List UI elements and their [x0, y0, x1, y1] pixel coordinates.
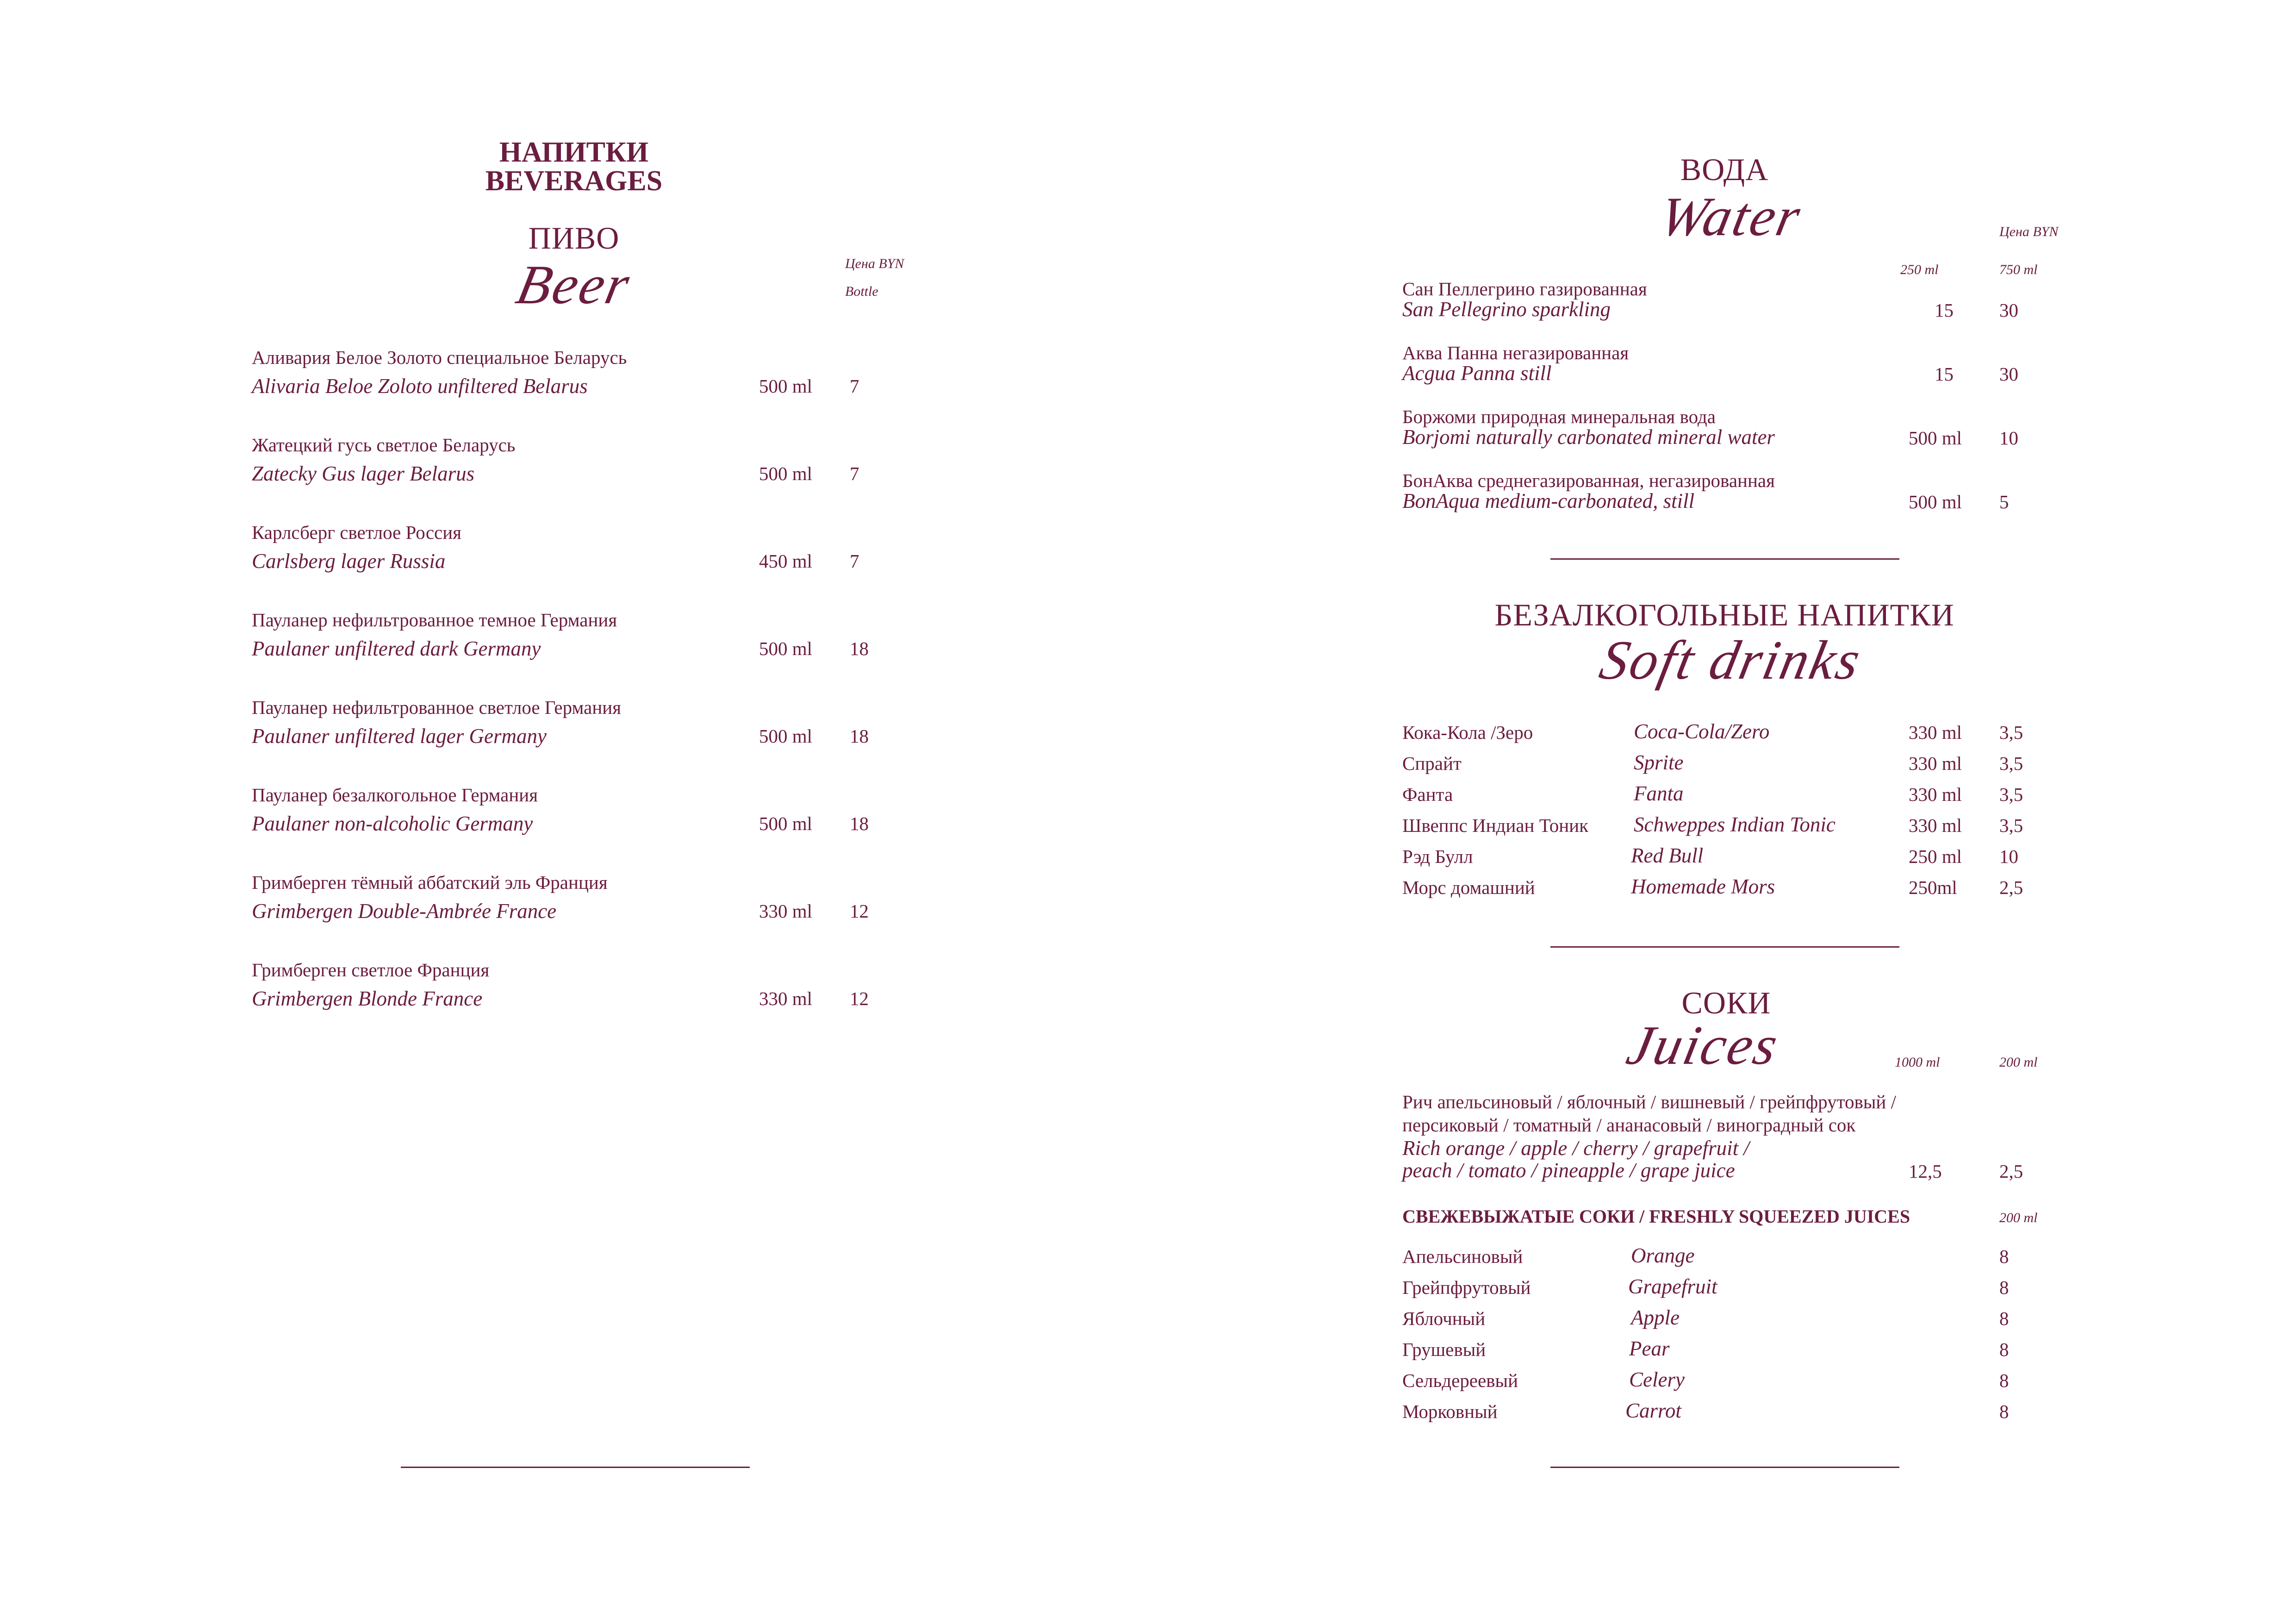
fresh-juice-name-ru: Грейпфрутовый — [1402, 1277, 1531, 1298]
beer-item-volume: 500 ml — [759, 375, 813, 397]
soft-drink-name-en: Coca-Cola/Zero — [1634, 720, 1770, 743]
fresh-juice-price: 8 — [1999, 1308, 2009, 1329]
beer-item-volume: 500 ml — [759, 638, 813, 659]
soft-drink-name-en: Schweppes Indian Tonic — [1634, 813, 1836, 836]
beer-price-label: Цена BYN — [845, 256, 904, 271]
water-item-name-ru: Боржоми природная минеральная вода — [1402, 406, 1716, 427]
rich-juice-name-en-line2: peach / tomato / pineapple / grape juice — [1402, 1159, 1735, 1182]
beer-item-name-ru: Аливария Белое Золото специальное Беларусь — [252, 347, 627, 368]
beer-item-name-ru: Гримберген тёмный аббатский эль Франция — [252, 872, 608, 893]
soft-drink-name-en: Sprite — [1634, 751, 1684, 774]
beer-item-price: 18 — [850, 813, 869, 834]
fresh-juice-name-ru: Морковный — [1402, 1401, 1498, 1422]
soft-drink-volume: 250ml — [1909, 877, 1957, 898]
soft-drink-name-en: Red Bull — [1631, 844, 1704, 867]
water-item-name-ru: Сан Пеллегрино газированная — [1402, 278, 1647, 300]
beer-title-script: Beer — [511, 254, 637, 315]
beer-item-price: 7 — [850, 463, 859, 484]
fresh-juice-name-ru: Сельдереевый — [1402, 1370, 1518, 1391]
soft-drinks-divider — [1550, 946, 1899, 948]
soft-drink-volume: 330 ml — [1909, 784, 1962, 805]
fresh-juice-price: 8 — [1999, 1277, 2009, 1298]
water-title-script: Water — [1654, 186, 1808, 247]
water-item-col2: 30 — [1999, 300, 2018, 321]
water-item-name-ru: Аква Панна негазированная — [1402, 342, 1629, 363]
menu-title-ru: НАПИТКИ — [499, 137, 649, 168]
beer-item-name-ru: Пауланер нефильтрованное темное Германия — [252, 609, 617, 631]
soft-drink-name-ru: Рэд Булл — [1402, 846, 1473, 867]
fresh-juice-name-ru: Апельсиновый — [1402, 1246, 1523, 1267]
soft-drink-name-en: Fanta — [1634, 782, 1684, 805]
beer-item-volume: 500 ml — [759, 725, 813, 747]
water-item-col2: 30 — [1999, 363, 2018, 385]
soft-drinks-title-ru: БЕЗАЛКОГОЛЬНЫЕ НАПИТКИ — [1494, 597, 1954, 632]
soft-drink-price: 3,5 — [1999, 722, 2023, 743]
water-col2-label: 750 ml — [1999, 262, 2038, 277]
water-col1-label: 250 ml — [1900, 262, 1939, 277]
beer-item-volume: 330 ml — [759, 988, 813, 1009]
soft-drinks-title-script: Soft drinks — [1594, 629, 1867, 691]
soft-drink-name-ru: Швеппс Индиан Тоник — [1402, 815, 1589, 836]
fresh-juice-name-en: Celery — [1629, 1368, 1685, 1391]
rich-juice-col1: 12,5 — [1909, 1161, 1942, 1182]
soft-drink-price: 10 — [1999, 846, 2018, 867]
water-item-col1: 15 — [1935, 300, 1954, 321]
beer-item-price: 18 — [850, 638, 869, 659]
rich-juice-col2: 2,5 — [1999, 1161, 2023, 1182]
water-price-label: Цена BYN — [1999, 224, 2059, 239]
beer-item-name-ru: Гримберген светлое Франция — [252, 959, 490, 981]
soft-drink-price: 3,5 — [1999, 815, 2023, 836]
fresh-juice-price: 8 — [1999, 1370, 2009, 1391]
water-item-col2: 10 — [1999, 427, 2018, 449]
rich-juice-name-ru-line2: персиковый / томатный / ананасовый / виноградный сок — [1402, 1114, 1856, 1136]
water-item-col1: 500 ml — [1909, 427, 1962, 449]
juices-col1-label: 1000 ml — [1895, 1055, 1940, 1070]
soft-drink-name-en: Homemade Mors — [1631, 875, 1775, 898]
beer-item-name-en: Paulaner non-alcoholic Germany — [252, 812, 533, 835]
fresh-juice-name-ru: Грушевый — [1402, 1339, 1486, 1360]
fresh-juices-col-label: 200 ml — [1999, 1210, 2038, 1225]
fresh-juice-name-ru: Яблочный — [1402, 1308, 1486, 1329]
beer-item-volume: 330 ml — [759, 900, 813, 922]
fresh-juice-name-en: Apple — [1631, 1306, 1680, 1329]
water-item-name-en: San Pellegrino sparkling — [1402, 298, 1611, 321]
juices-divider — [1550, 1467, 1899, 1468]
rich-juice-name-en-line1: Rich orange / apple / cherry / grapefruit / — [1402, 1137, 1749, 1160]
soft-drink-volume: 330 ml — [1909, 722, 1962, 743]
water-item-col1: 500 ml — [1909, 491, 1962, 512]
beer-item-price: 12 — [850, 900, 869, 922]
soft-drink-price: 3,5 — [1999, 784, 2023, 805]
beer-item-volume: 500 ml — [759, 813, 813, 834]
juices-title-script: Juices — [1622, 1014, 1785, 1076]
beer-item-price: 7 — [850, 375, 859, 397]
fresh-juice-name-en: Orange — [1631, 1244, 1695, 1267]
water-item-col2: 5 — [1999, 491, 2009, 512]
soft-drink-price: 2,5 — [1999, 877, 2023, 898]
beer-item-name-en: Paulaner unfiltered dark Germany — [252, 637, 541, 660]
water-title-ru: ВОДА — [1680, 152, 1769, 187]
beer-item-name-ru: Карлсберг светлое Россия — [252, 522, 462, 543]
soft-drink-name-ru: Спрайт — [1402, 753, 1462, 774]
fresh-juice-price: 8 — [1999, 1339, 2009, 1360]
water-item-name-ru: БонАква среднегазированная, негазированная — [1402, 470, 1775, 491]
fresh-juice-price: 8 — [1999, 1246, 2009, 1267]
fresh-juice-price: 8 — [1999, 1401, 2009, 1422]
water-item-name-en: Borjomi naturally carbonated mineral water — [1402, 425, 1775, 449]
soft-drink-volume: 250 ml — [1909, 846, 1962, 867]
fresh-juices-title: СВЕЖЕВЫЖАТЫЕ СОКИ / FRESHLY SQUEEZED JUICES — [1402, 1206, 1910, 1227]
beer-item-name-en: Zatecky Gus lager Belarus — [252, 462, 475, 485]
beer-item-name-ru: Пауланер безалкогольное Германия — [252, 784, 538, 806]
beer-item-price: 12 — [850, 988, 869, 1009]
soft-drink-name-ru: Морс домашний — [1402, 877, 1535, 898]
menu-title-en: BEVERAGES — [485, 165, 663, 197]
water-item-col1: 15 — [1935, 363, 1954, 385]
rich-juice-name-ru-line1: Рич апельсиновый / яблочный / вишневый / грейпфрутовый / — [1402, 1091, 1896, 1112]
left-divider — [401, 1467, 750, 1468]
beer-item-name-ru: Жатецкий гусь светлое Беларусь — [252, 434, 516, 456]
beer-title-ru: ПИВО — [528, 220, 620, 256]
fresh-juice-name-en: Carrot — [1625, 1399, 1681, 1422]
fresh-juice-name-en: Grapefruit — [1628, 1275, 1717, 1298]
beer-item-name-en: Grimbergen Double-Ambrée France — [252, 899, 557, 923]
beer-item-price: 7 — [850, 550, 859, 572]
beer-item-name-en: Alivaria Beloe Zoloto unfiltered Belarus — [252, 375, 588, 398]
soft-drink-volume: 330 ml — [1909, 753, 1962, 774]
water-divider — [1550, 558, 1899, 560]
beer-item-name-ru: Пауланер нефильтрованное светлое Германия — [252, 697, 622, 718]
beer-unit-label: Bottle — [845, 284, 878, 299]
juices-title-ru: СОКИ — [1681, 985, 1771, 1020]
beer-item-name-en: Grimbergen Blonde France — [252, 987, 483, 1010]
beer-item-price: 18 — [850, 725, 869, 747]
water-item-name-en: BonAqua medium-carbonated, still — [1402, 489, 1695, 512]
beer-item-name-en: Carlsberg lager Russia — [252, 550, 446, 573]
fresh-juice-name-en: Pear — [1629, 1337, 1670, 1360]
water-item-name-en: Acgua Panna still — [1402, 362, 1552, 385]
soft-drink-volume: 330 ml — [1909, 815, 1962, 836]
soft-drink-name-ru: Фанта — [1402, 784, 1453, 805]
soft-drink-name-ru: Кока-Кола /Зеро — [1402, 722, 1533, 743]
beer-item-volume: 500 ml — [759, 463, 813, 484]
juices-col2-label: 200 ml — [1999, 1055, 2038, 1070]
soft-drink-price: 3,5 — [1999, 753, 2023, 774]
beer-item-name-en: Paulaner unfiltered lager Germany — [252, 725, 547, 748]
beer-item-volume: 450 ml — [759, 550, 813, 572]
